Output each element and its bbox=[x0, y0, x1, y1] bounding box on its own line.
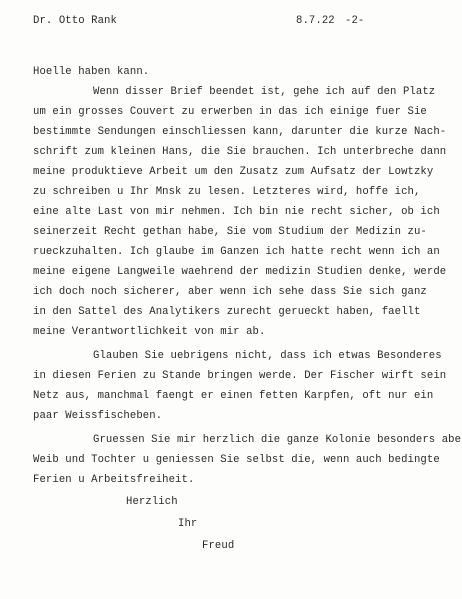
body-line: ich doch noch sicherer, aber wenn ich sehe dass Sie sich ganz bbox=[33, 286, 427, 298]
body-line: meine eigene Langweile waehrend der medizin Studien denke, werde bbox=[33, 266, 447, 278]
body-line: meine Verantwortlichkeit von mir ab. bbox=[33, 326, 266, 338]
body-line: Glauben Sie uebrigens nicht, dass ich etwas Besonderes bbox=[93, 350, 442, 362]
body-line: in den Sattel des Analytikers zurecht gerueckt haben, faellt bbox=[33, 306, 421, 318]
body-line: paar Weissfischeben. bbox=[33, 410, 163, 422]
closing-pronoun: Ihr bbox=[178, 518, 198, 530]
sender-name: Dr. Otto Rank bbox=[33, 15, 117, 27]
body-line: bestimmte Sendungen einschliessen kann, darunter die kurze Nach- bbox=[33, 126, 447, 138]
body-line: Netz aus, manchmal faengt er einen fetten Karpfen, oft nur ein bbox=[33, 390, 434, 402]
body-line: rueckzuhalten. Ich glaube im Ganzen ich hatte recht wenn ich an bbox=[33, 246, 440, 258]
body-line: Ferien u Arbeitsfreiheit. bbox=[33, 474, 195, 486]
body-line: seinerzeit Recht gethan habe, Sie vom Studium der Medizin zu- bbox=[33, 226, 427, 238]
body-line: Hoelle haben kann. bbox=[33, 66, 150, 78]
body-line: Gruessen Sie mir herzlich die ganze Kolonie besonders abe bbox=[93, 434, 462, 446]
body-line: Weib und Tochter u geniessen Sie selbst die, wenn auch bedingte bbox=[33, 454, 440, 466]
body-line: um ein grosses Couvert zu erwerben in das ich einige fuer Sie bbox=[33, 106, 427, 118]
body-line: meine produktieve Arbeit um den Zusatz zum Aufsatz der Lowtzky bbox=[33, 166, 434, 178]
page-number: -2- bbox=[345, 15, 365, 27]
body-line: zu schreiben u Ihr Mnsk zu lesen. Letzteres wird, hoffe ich, bbox=[33, 186, 421, 198]
letter-date: 8.7.22 bbox=[296, 15, 335, 27]
body-line: Wenn disser Brief beendet ist, gehe ich auf den Platz bbox=[93, 86, 436, 98]
body-line: in diesen Ferien zu Stande bringen werde. Der Fischer wirft sein bbox=[33, 370, 447, 382]
closing-salutation: Herzlich bbox=[126, 496, 178, 508]
body-line: schrift zum kleinen Hans, die Sie brauchen. Ich unterbreche dann bbox=[33, 146, 447, 158]
body-line: eine alte Last von mir nehmen. Ich bin nie recht sicher, ob ich bbox=[33, 206, 440, 218]
signature-name: Freud bbox=[202, 540, 235, 552]
